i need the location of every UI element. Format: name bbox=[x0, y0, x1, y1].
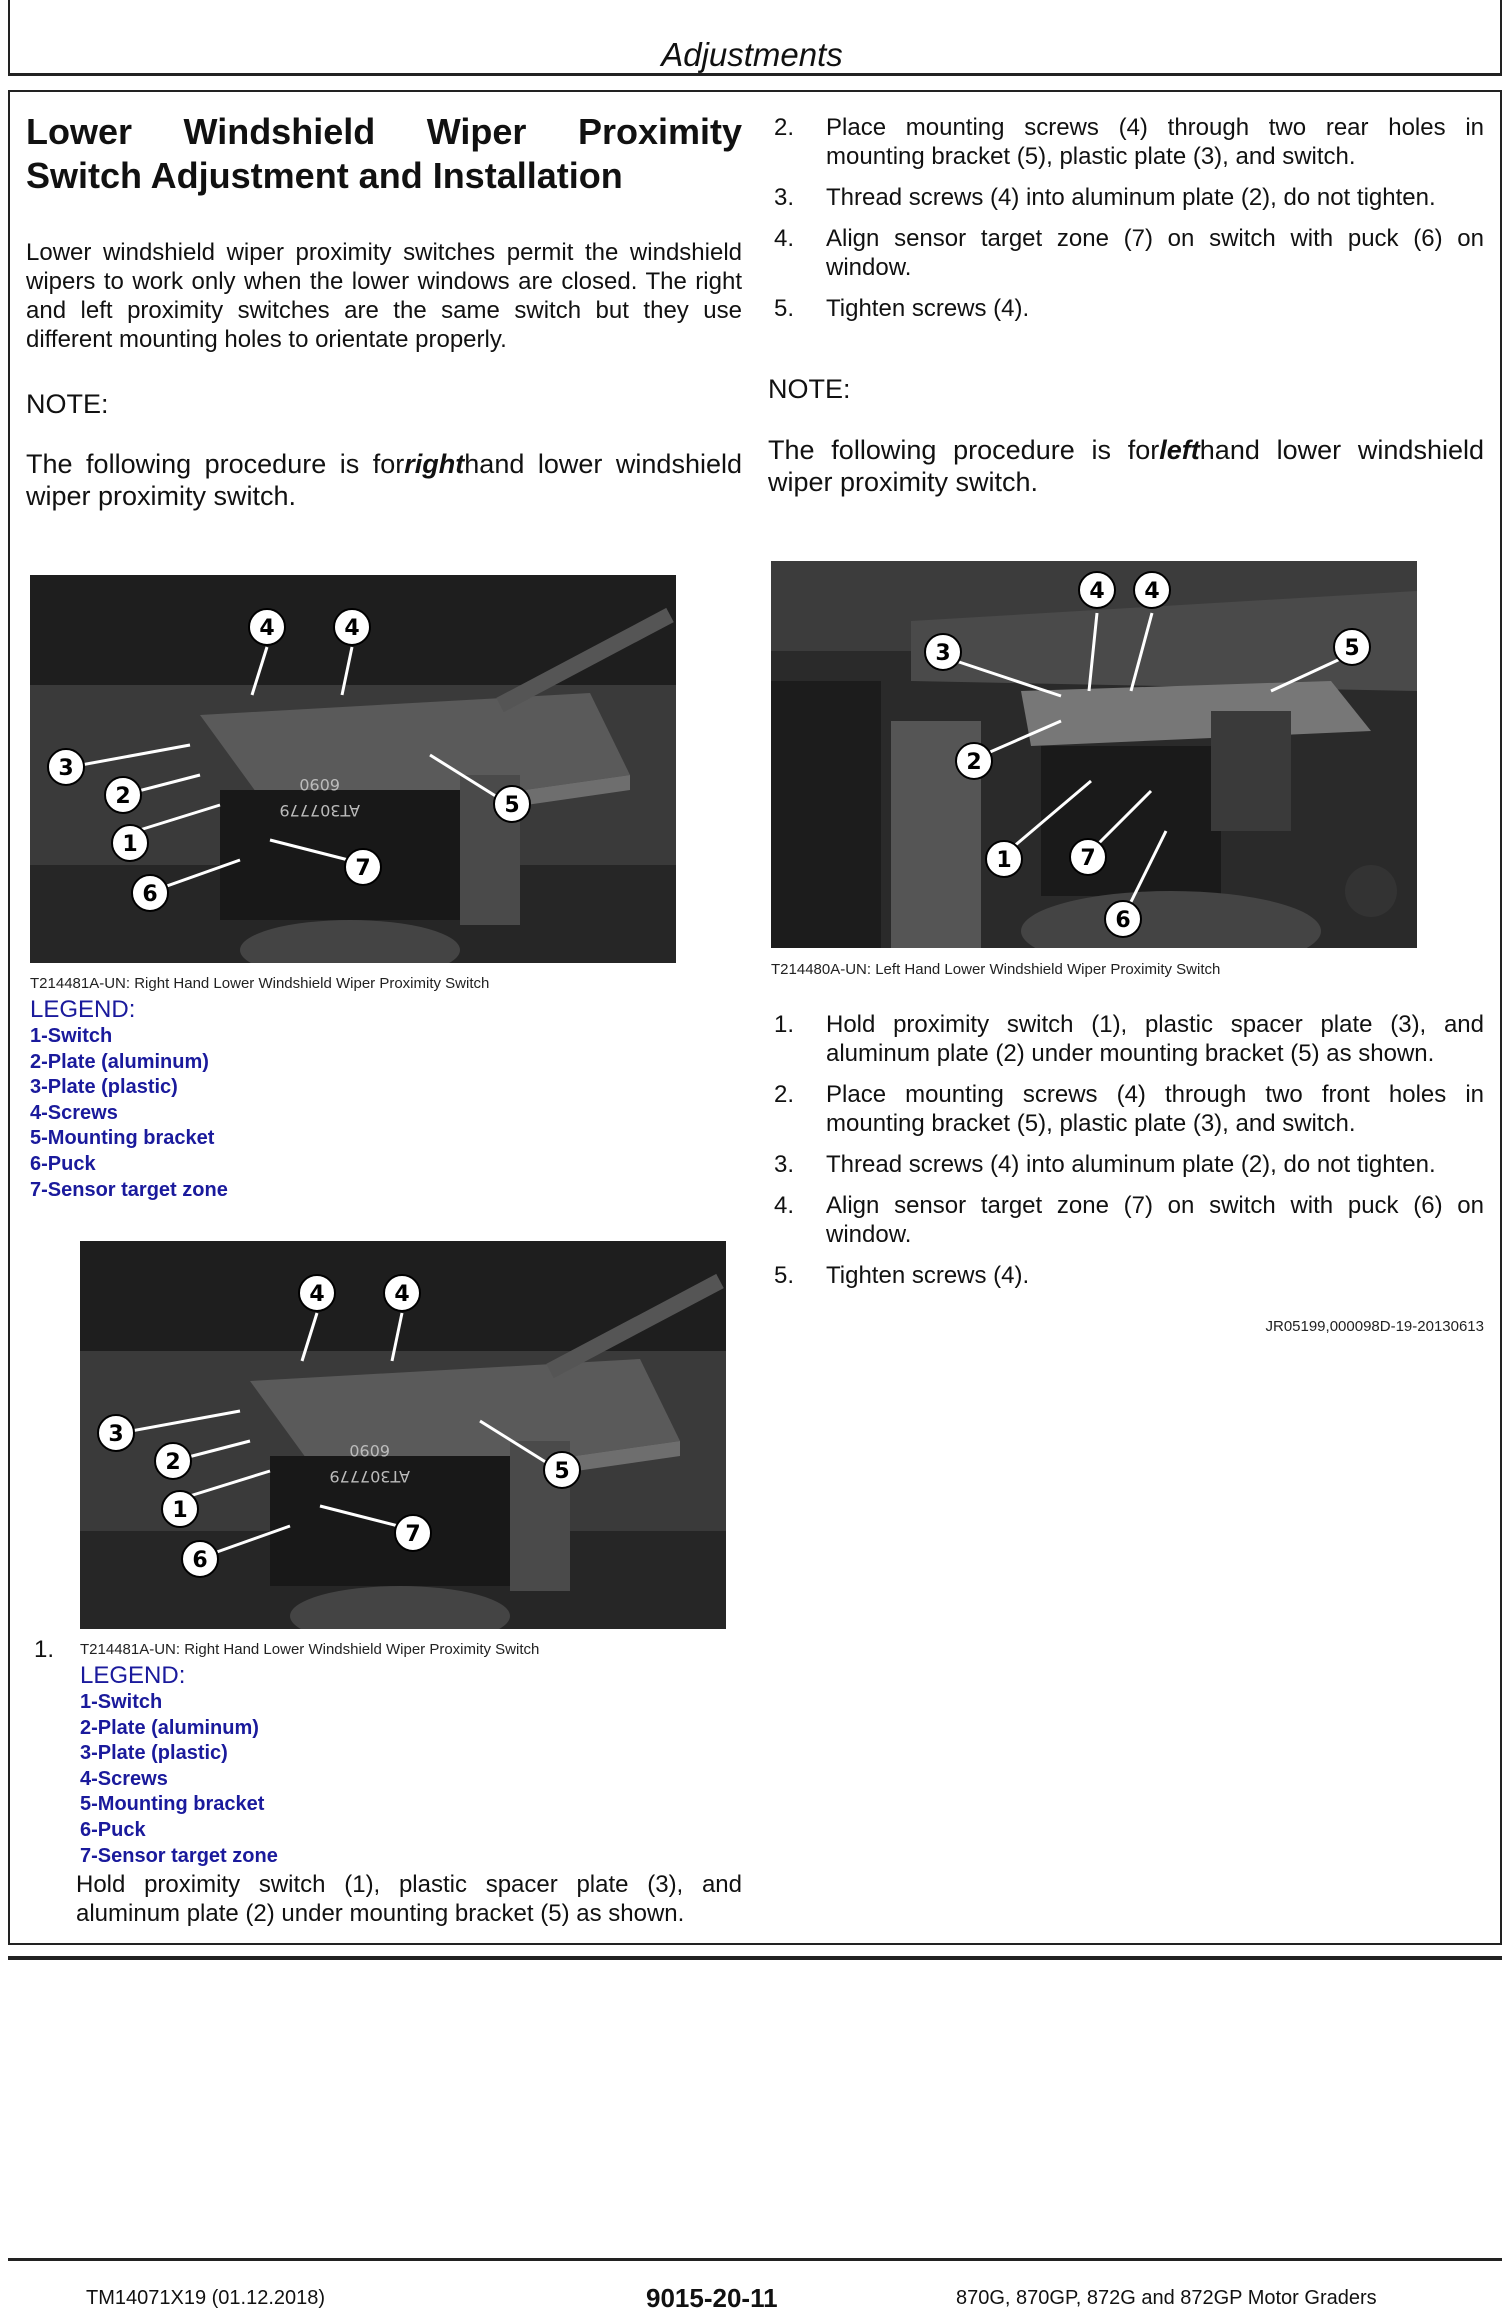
legend-item: 4-Screws bbox=[80, 1767, 168, 1790]
list-item: 3. Thread screws (4) into aluminum plate (2), do not tighten. bbox=[774, 184, 1436, 211]
callout-1: 1 bbox=[172, 1498, 188, 1523]
callout-6: 6 bbox=[142, 882, 158, 907]
callout-6: 6 bbox=[1115, 908, 1131, 933]
callout-2: 2 bbox=[115, 784, 131, 809]
legend-title: LEGEND: bbox=[30, 996, 136, 1023]
callout-1: 1 bbox=[122, 832, 138, 857]
callout-4a: 4 bbox=[309, 1282, 325, 1307]
legend-item: 1-Switch bbox=[30, 1025, 113, 1047]
right-hand-switch-photo-repeat bbox=[80, 1241, 726, 1629]
left-note-text: The following procedure is forlefthand lower windshield wiper proximity switch. bbox=[768, 435, 1484, 497]
callout-4b: 4 bbox=[344, 616, 360, 641]
switch-stamp-code: 6090 bbox=[299, 775, 340, 794]
callout-3: 3 bbox=[58, 756, 74, 781]
legend-item: 5-Mounting bracket bbox=[80, 1793, 265, 1816]
bottom-rule bbox=[8, 1956, 1502, 1960]
right-note-text: The following procedure is forrighthand lower windshield wiper proximity switch. bbox=[26, 449, 742, 511]
list-item: 4. Align sensor target zone (7) on switch with puck (6) on window. bbox=[774, 225, 1484, 281]
figure-caption-right-repeat: T214481A-UN: Right Hand Lower Windshield Wiper Proximity Switch bbox=[80, 1641, 540, 1658]
callout-6: 6 bbox=[192, 1548, 208, 1573]
left-hand-steps bbox=[774, 1010, 1484, 1302]
callout-7: 7 bbox=[355, 856, 371, 881]
callout-7: 7 bbox=[1080, 846, 1096, 871]
intro-paragraph: Lower windshield wiper proximity switches permit the windshield wipers to work only when the lower windows are closed. The right and left proximity switches are the same switch but they use different mounting holes to orientate properly. bbox=[26, 239, 742, 353]
callout-5: 5 bbox=[554, 1459, 570, 1484]
callout-4a: 4 bbox=[259, 616, 275, 641]
callout-5: 5 bbox=[1344, 636, 1360, 661]
list-item: 4. Align sensor target zone (7) on switch with puck (6) on window. bbox=[774, 1192, 1484, 1248]
legend-item: 1-Switch bbox=[80, 1691, 163, 1713]
list-item: 5. Tighten screws (4). bbox=[774, 295, 1030, 322]
switch-stamp-code: 6090 bbox=[349, 1441, 390, 1460]
callout-2: 2 bbox=[966, 750, 982, 775]
legend-item: 2-Plate (aluminum) bbox=[30, 1050, 209, 1073]
page-title: Lower Windshield Wiper Proximity Switch Adjustment and Installation bbox=[26, 111, 742, 196]
legend-item: 3-Plate (plastic) bbox=[30, 1076, 178, 1099]
figure-caption-left: T214480A-UN: Left Hand Lower Windshield Wiper Proximity Switch bbox=[771, 961, 1221, 978]
callout-2: 2 bbox=[165, 1450, 181, 1475]
right-hand-switch-photo bbox=[30, 575, 676, 963]
right-hand-steps-continued bbox=[774, 113, 1484, 335]
legend-list-repeat bbox=[80, 1690, 278, 1869]
right-note-label: NOTE: bbox=[26, 389, 109, 419]
footer-page-number: 9015-20-11 bbox=[646, 2283, 778, 2313]
switch-stamp-part: AT307779 bbox=[279, 801, 360, 820]
callout-7: 7 bbox=[405, 1522, 421, 1547]
list-item: 2. Place mounting screws (4) through two rear holes in mounting bracket (5), plastic plate (3), and switch. bbox=[774, 114, 1484, 170]
legend-title-repeat: LEGEND: bbox=[80, 1662, 186, 1689]
left-note-label: NOTE: bbox=[768, 374, 851, 404]
legend-item: 2-Plate (aluminum) bbox=[80, 1716, 259, 1739]
callout-4b: 4 bbox=[394, 1282, 410, 1307]
step-1-number: 1. bbox=[34, 1636, 55, 1663]
legend-item: 4-Screws bbox=[30, 1101, 118, 1124]
legend-item: 6-Puck bbox=[30, 1152, 96, 1175]
list-item: 1. Hold proximity switch (1), plastic spacer plate (3), and aluminum plate (2) under mounting bracket (5) as shown. bbox=[774, 1011, 1484, 1067]
callout-3: 3 bbox=[935, 641, 951, 666]
figure-caption-right: T214481A-UN: Right Hand Lower Windshield Wiper Proximity Switch bbox=[30, 975, 490, 992]
callout-4b: 4 bbox=[1144, 579, 1160, 604]
footer-model: 870G, 870GP, 872G and 872GP Motor Graders bbox=[956, 2287, 1377, 2309]
list-item: 3. Thread screws (4) into aluminum plate (2), do not tighten. bbox=[774, 1151, 1436, 1178]
legend-item: 3-Plate (plastic) bbox=[80, 1742, 228, 1765]
section-title: Adjustments bbox=[661, 36, 843, 73]
callout-1: 1 bbox=[996, 848, 1012, 873]
list-item: 5. Tighten screws (4). bbox=[774, 1262, 1030, 1289]
callout-3: 3 bbox=[108, 1422, 124, 1447]
callout-4a: 4 bbox=[1089, 579, 1105, 604]
legend-list bbox=[30, 1024, 228, 1203]
list-item: 2. Place mounting screws (4) through two front holes in mounting bracket (5), plastic plate (3), and switch. bbox=[774, 1081, 1484, 1137]
legend-item: 5-Mounting bracket bbox=[30, 1127, 215, 1150]
switch-stamp-part: AT307779 bbox=[329, 1467, 410, 1486]
callout-5: 5 bbox=[504, 793, 520, 818]
left-hand-switch-photo bbox=[771, 561, 1417, 948]
footer-manual-id: TM14071X19 (01.12.2018) bbox=[86, 2287, 326, 2309]
document-code: JR05199,000098D-19-20130613 bbox=[1265, 1318, 1484, 1335]
legend-item: 7-Sensor target zone bbox=[30, 1178, 228, 1201]
legend-item: 7-Sensor target zone bbox=[80, 1844, 278, 1867]
legend-item: 6-Puck bbox=[80, 1818, 146, 1841]
step-1-text: Hold proximity switch (1), plastic spacer plate (3), and aluminum plate (2) under mounting bracket (5) as shown. bbox=[76, 1871, 742, 1927]
footer-rule bbox=[8, 2258, 1502, 2261]
